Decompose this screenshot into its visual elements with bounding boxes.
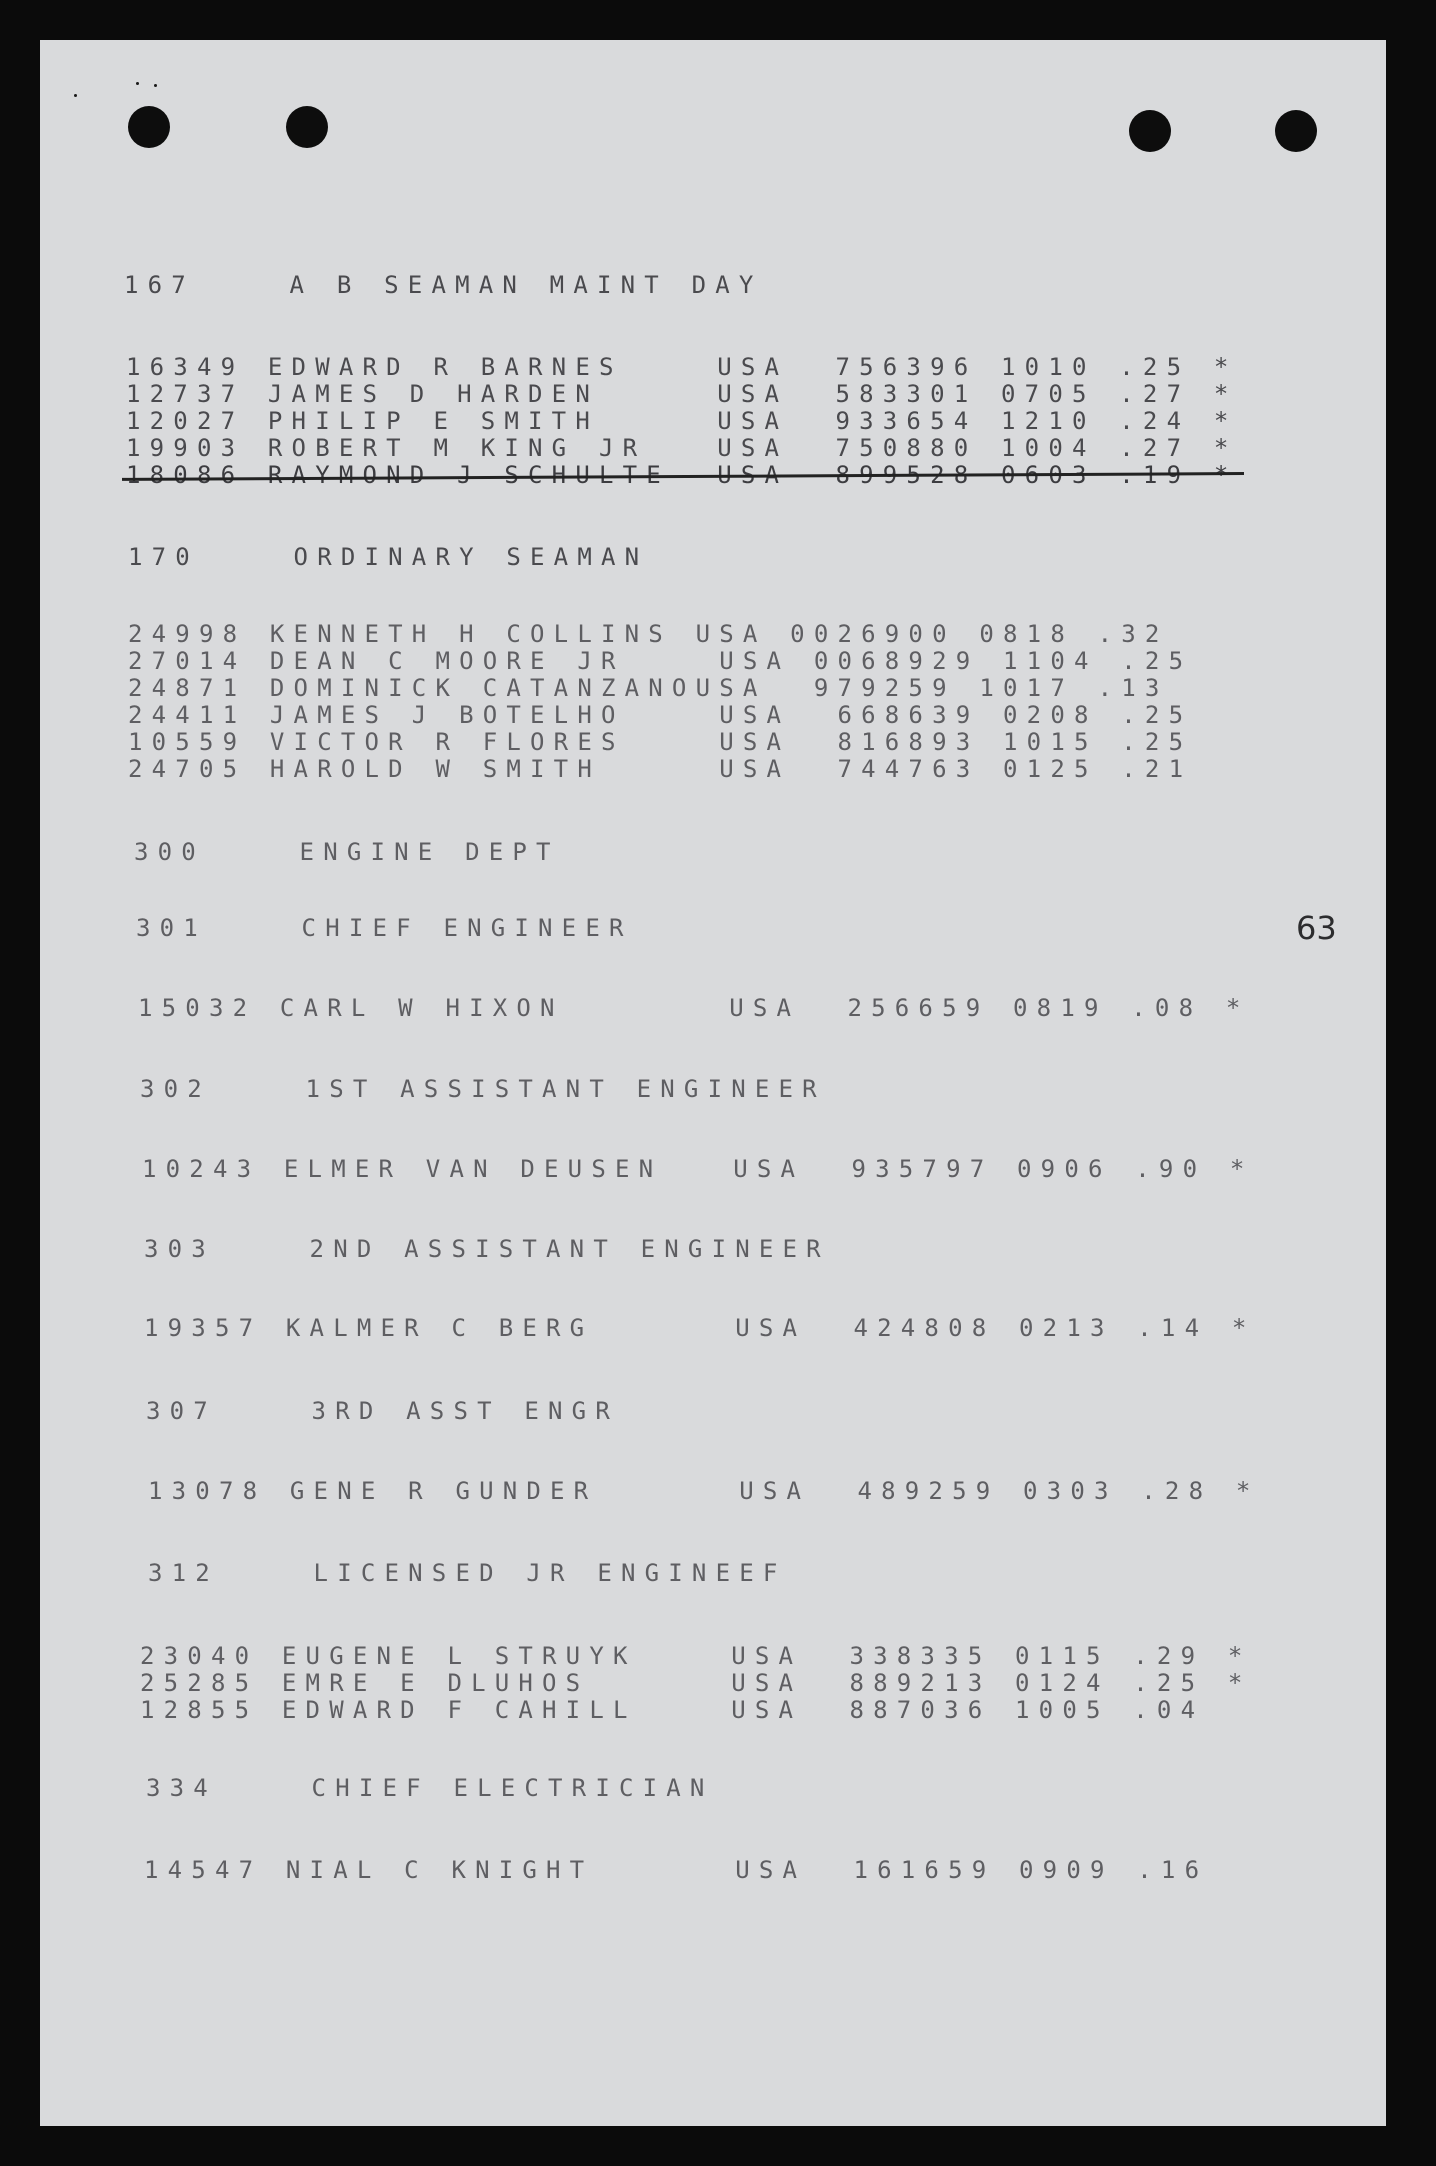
crew-entry-struck: 18086 RAYMOND J SCHULTE USA 899528 0603 .19 * <box>126 461 1238 489</box>
punch-hole <box>1275 110 1317 152</box>
crew-entry: 10559 VICTOR R FLORES USA 816893 1015 .25 <box>128 728 1193 756</box>
section-heading: 167 A B SEAMAN MAINT DAY <box>124 271 763 299</box>
crew-entry: 24871 DOMINICK CATANZANOUSA 979259 1017 .13 <box>128 674 1169 702</box>
crew-entry: 19357 KALMER C BERG USA 424808 0213 .14 * <box>144 1314 1256 1342</box>
section-heading: 334 CHIEF ELECTRICIAN <box>146 1774 714 1802</box>
crew-entry: 25285 EMRE E DLUHOS USA 889213 0124 .25 * <box>140 1669 1252 1697</box>
punch-hole <box>286 106 328 148</box>
crew-entry: 14547 NIAL C KNIGHT USA 161659 0909 .16 <box>144 1856 1209 1884</box>
punch-hole <box>128 106 170 148</box>
speck <box>74 94 77 97</box>
crew-entry: 15032 CARL W HIXON USA 256659 0819 .08 * <box>138 994 1250 1022</box>
crew-entry: 24705 HAROLD W SMITH USA 744763 0125 .21 <box>128 755 1193 783</box>
crew-entry: 12737 JAMES D HARDEN USA 583301 0705 .27 * <box>126 380 1238 408</box>
crew-entry: 10243 ELMER VAN DEUSEN USA 935797 0906 .90 * <box>142 1155 1254 1183</box>
page-number: 63 <box>1296 909 1337 947</box>
crew-entry: 19903 ROBERT M KING JR USA 750880 1004 .27 * <box>126 434 1238 462</box>
speck <box>136 82 139 85</box>
crew-entry: 23040 EUGENE L STRUYK USA 338335 0115 .29 * <box>140 1642 1252 1670</box>
section-heading: 307 3RD ASST ENGR <box>146 1397 619 1425</box>
crew-entry: 27014 DEAN C MOORE JR USA 0068929 1104 .25 <box>128 647 1193 675</box>
section-heading: 301 CHIEF ENGINEER <box>136 914 633 942</box>
section-heading: 300 ENGINE DEPT <box>134 838 560 866</box>
document-page <box>40 40 1386 2126</box>
crew-entry: 16349 EDWARD R BARNES USA 756396 1010 .25 * <box>126 353 1238 381</box>
section-heading: 303 2ND ASSISTANT ENGINEER <box>144 1235 830 1263</box>
punch-hole <box>1129 110 1171 152</box>
speck <box>154 84 157 87</box>
crew-entry: 12855 EDWARD F CAHILL USA 887036 1005 .04 <box>140 1696 1205 1724</box>
crew-entry: 24998 KENNETH H COLLINS USA 0026900 0818 .32 <box>128 620 1169 648</box>
crew-entry: 24411 JAMES J BOTELHO USA 668639 0208 .25 <box>128 701 1193 729</box>
crew-entry: 13078 GENE R GUNDER USA 489259 0303 .28 * <box>148 1477 1260 1505</box>
section-heading: 312 LICENSED JR ENGINEEF <box>148 1559 787 1587</box>
section-heading: 302 1ST ASSISTANT ENGINEER <box>140 1075 826 1103</box>
crew-entry: 12027 PHILIP E SMITH USA 933654 1210 .24 * <box>126 407 1238 435</box>
section-heading: 170 ORDINARY SEAMAN <box>128 543 649 571</box>
